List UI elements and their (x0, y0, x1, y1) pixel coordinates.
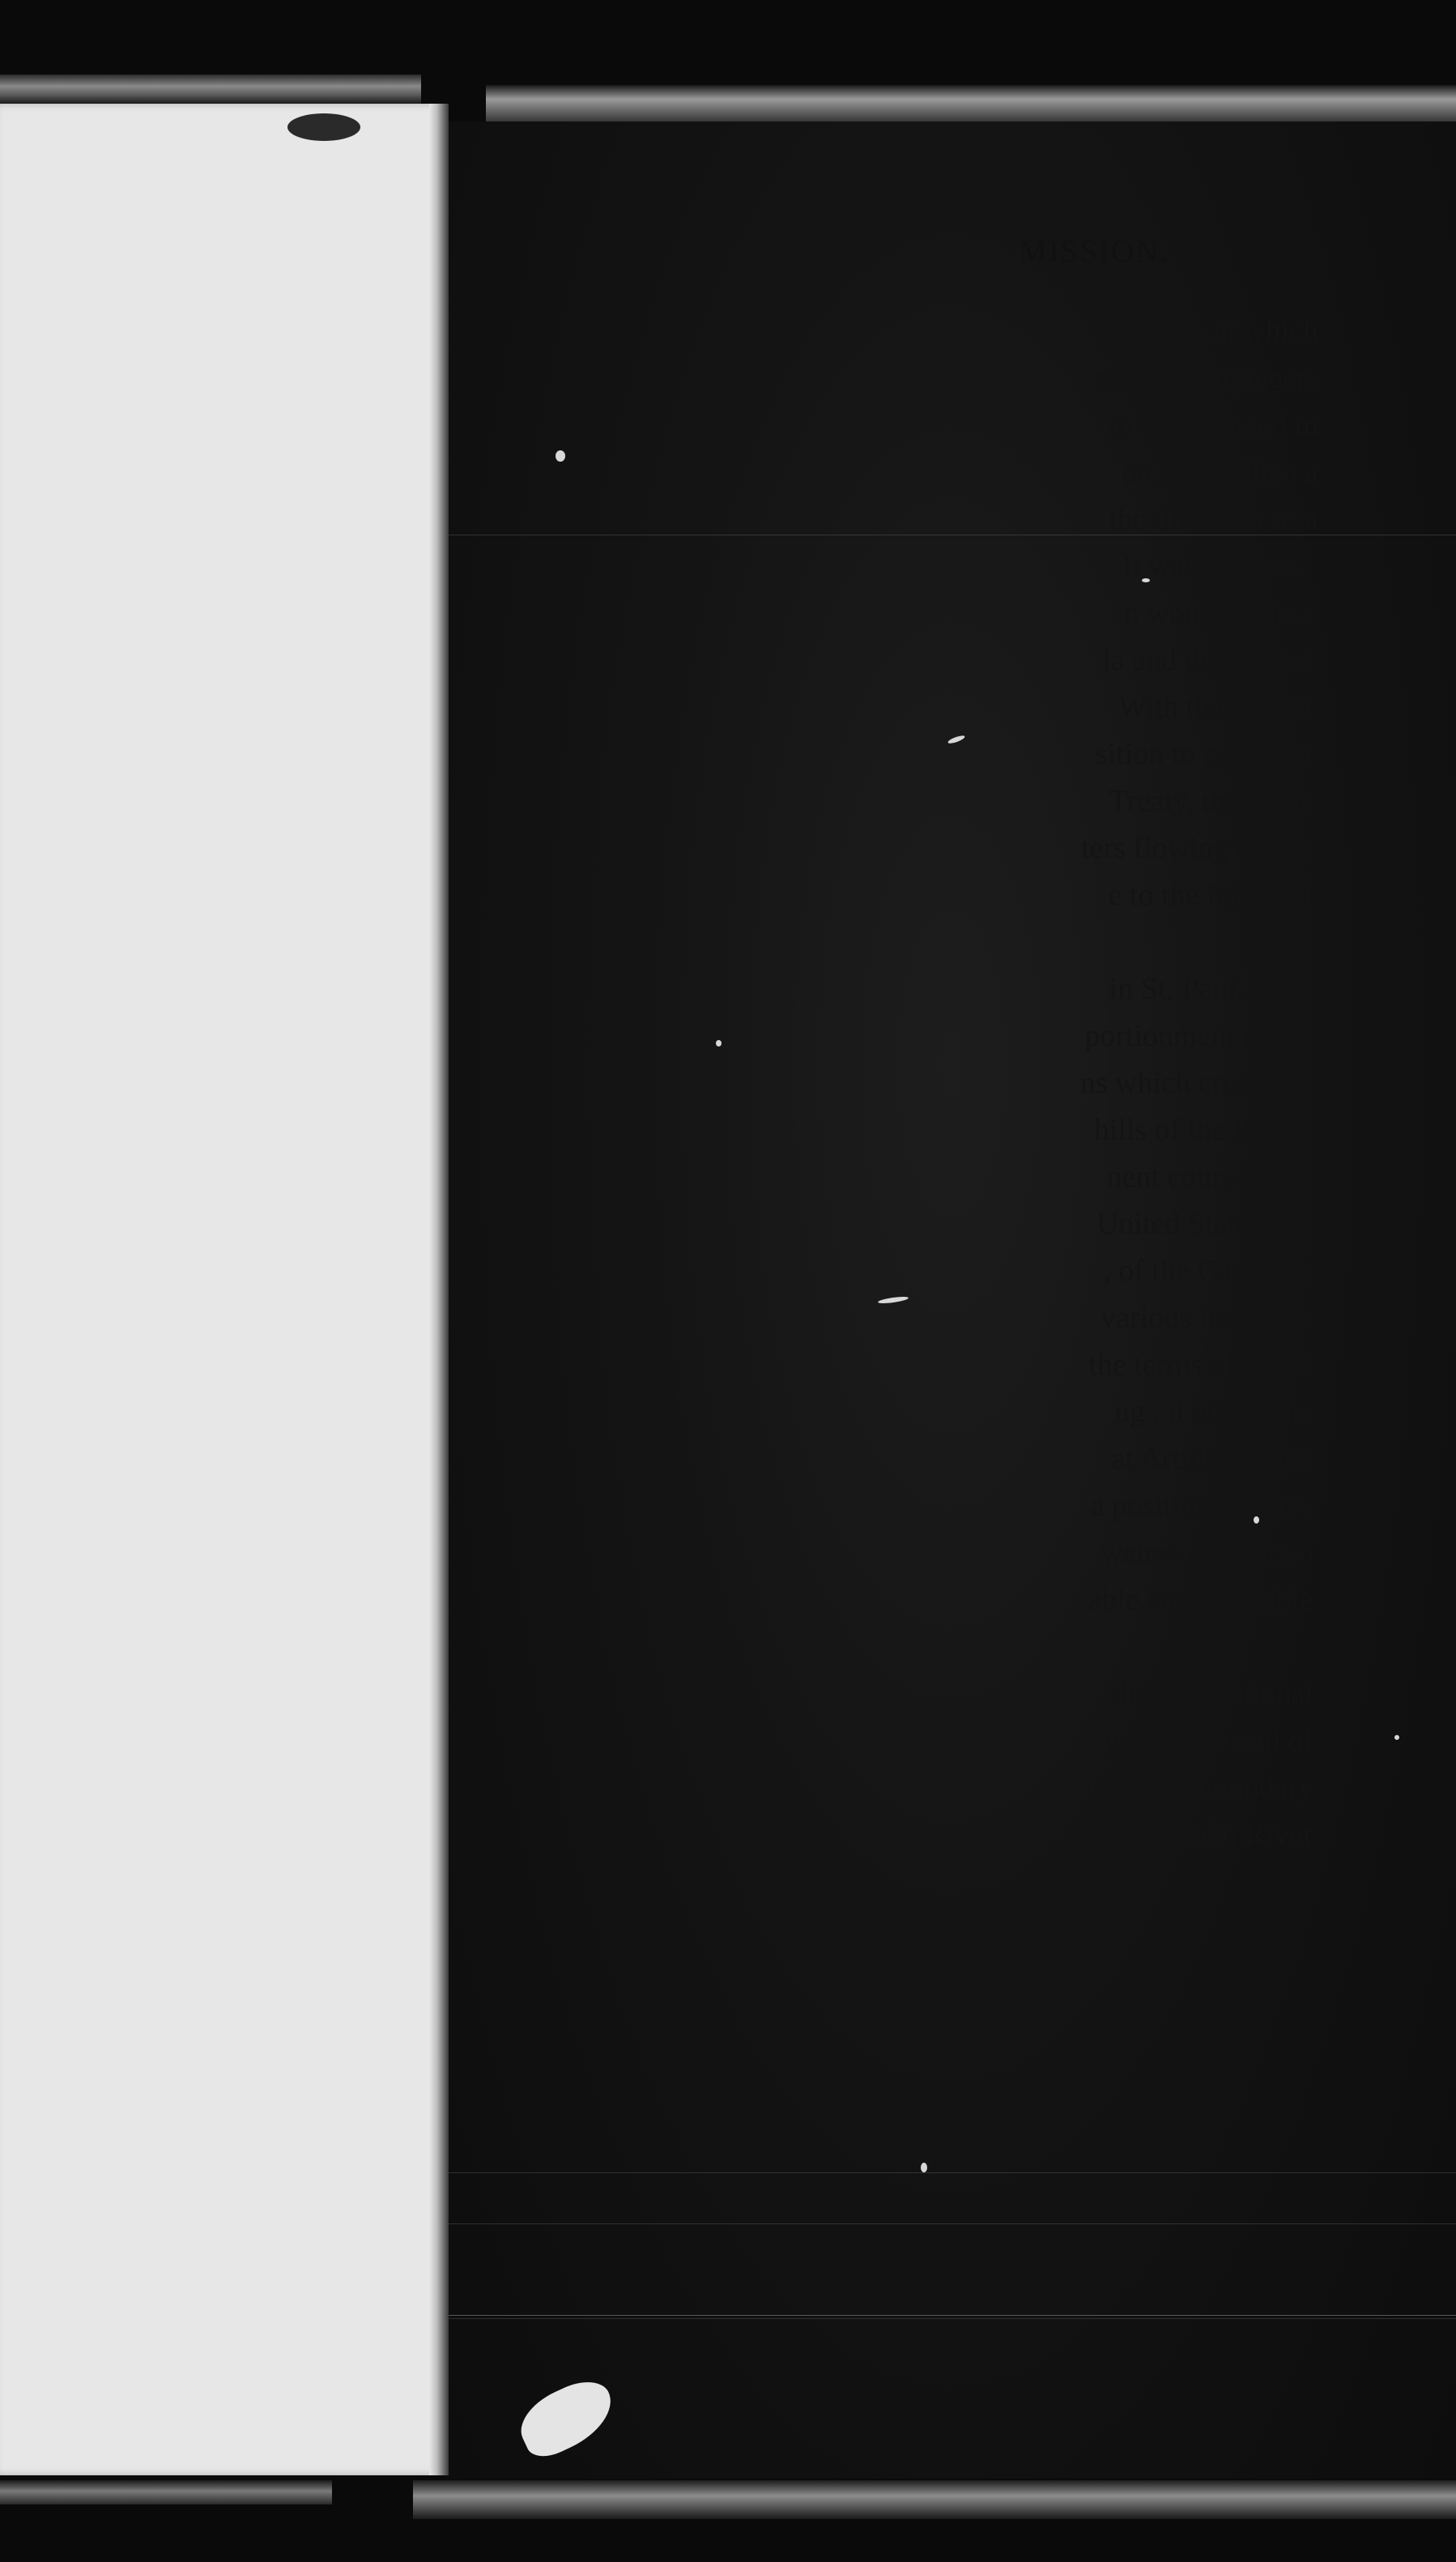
scan-line (447, 2223, 1456, 2224)
text-line: a position to carry (1090, 1489, 1313, 1523)
text-line: la and the United (1102, 643, 1313, 677)
text-line: y intricate and of (1104, 1724, 1313, 1758)
text-line: he St. John River (1101, 1818, 1313, 1852)
dust-speck (921, 2163, 927, 2172)
dust-speck (1394, 1735, 1399, 1740)
text-line: es of the boundary (1085, 1771, 1313, 1805)
text-line: ng . d other data (1114, 1395, 1313, 1429)
text-line: in St. Paul, Min- (1109, 972, 1313, 1006)
scan-line (447, 2172, 1456, 2173)
page-heading: MISSION. (1019, 234, 1170, 269)
ink-blot (287, 113, 360, 141)
text-line: the International (1110, 1677, 1313, 1711)
text-line: w York, at which (1109, 314, 1318, 348)
text-line: nent counsel and (1106, 1160, 1313, 1194)
text-line: Treaty, that " the (1109, 784, 1313, 818)
text-line: ns which cross and (1079, 1066, 1313, 1100)
text-line: ters flowing across (1080, 831, 1313, 865)
text-line: on. Since then a (1122, 455, 1318, 489)
text-line: to be followed in (1109, 408, 1318, 442)
text-line: waters of the two (1101, 1536, 1313, 1570)
book-page (0, 104, 444, 2475)
dust-speck (716, 1040, 722, 1047)
text-line: able and workable (1088, 1583, 1313, 1617)
text-line: With that report (1118, 690, 1313, 724)
scan-line (447, 2318, 1456, 2319)
book-edge-bottom-right (413, 2480, 1456, 2519)
text-line: United States and (1096, 1207, 1313, 1241)
dust-speck (878, 1295, 909, 1304)
text-line: , of the Canadian (1103, 1254, 1313, 1288)
text-line: hills of the Rocky (1093, 1113, 1313, 1147)
text-line: sanitary engineers (1095, 361, 1318, 395)
text-line: portionment of the (1084, 1019, 1313, 1053)
text-line: various irrigation (1101, 1301, 1313, 1335)
text-line: at Article. When (1111, 1442, 1313, 1476)
text-line: the terms of Art. 6 (1088, 1348, 1313, 1382)
dust-speck (947, 734, 966, 744)
text-line: n would be in a (1123, 596, 1313, 630)
book-edge-top-left (0, 75, 421, 104)
text-line: It was expected (1122, 549, 1313, 583)
book-edge-bottom-left (0, 2480, 332, 2504)
text-line: e to the injury of (1108, 878, 1313, 912)
book-edge-top-right (486, 85, 1456, 126)
dust-speck (556, 450, 565, 462)
text-line: the direction of a (1109, 502, 1318, 536)
page-fore-edge (429, 104, 449, 2475)
scan-line (447, 2315, 1456, 2316)
text-line: sition to carry out (1095, 737, 1313, 771)
